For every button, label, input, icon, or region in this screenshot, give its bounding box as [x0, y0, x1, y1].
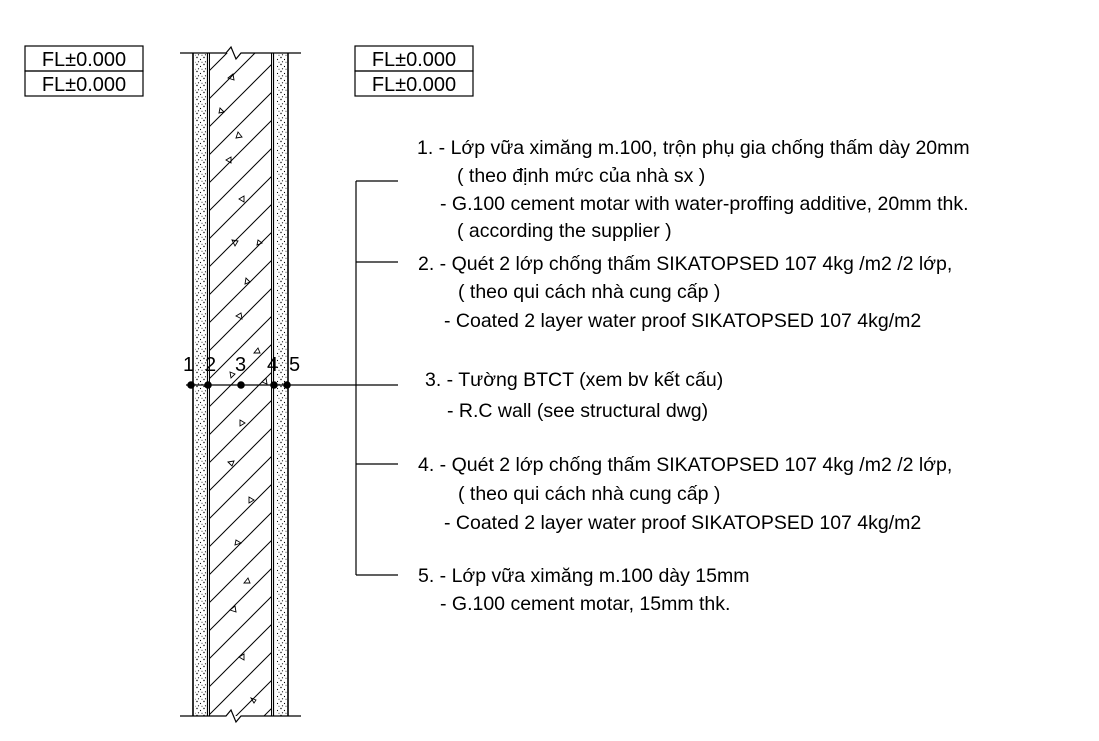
- note-1-line-2: ( theo định mức của nhà sx ): [457, 165, 706, 187]
- note-2-line-1: 2. - Quét 2 lớp chống thấm SIKATOPSED 107 4kg /m2 /2 lớp,: [418, 253, 953, 275]
- level-tag-left-bottom: FL±0.000: [41, 74, 127, 96]
- note-5-line-2: - G.100 cement motar, 15mm thk.: [440, 593, 731, 615]
- note-4-line-2: ( theo qui cách nhà cung cấp ): [458, 483, 721, 505]
- note-3-line-1: 3. - Tường BTCT (xem bv kết cấu): [425, 369, 724, 391]
- note-1: [417, 137, 970, 242]
- marker-2: [204, 381, 212, 389]
- level-tag-right: [355, 46, 473, 96]
- level-tag-right-top: FL±0.000: [371, 49, 457, 71]
- note-3-line-2: - R.C wall (see structural dwg): [447, 400, 709, 422]
- note-5: [418, 565, 749, 615]
- marker-3: [237, 381, 245, 389]
- layer-number-3: 3: [235, 354, 247, 376]
- note-4: [418, 454, 952, 534]
- note-2: [418, 253, 952, 332]
- leader-bracket: [356, 181, 398, 575]
- marker-1: [187, 381, 195, 389]
- layer-number-2: 2: [205, 354, 217, 376]
- layer-number-4: 4: [267, 354, 279, 376]
- note-3: [425, 369, 723, 422]
- level-tag-left: [25, 46, 143, 96]
- level-tag-left-top: FL±0.000: [41, 49, 127, 71]
- level-tag-right-bottom: FL±0.000: [371, 74, 457, 96]
- layer-number-5: 5: [289, 354, 301, 376]
- marker-4: [270, 381, 278, 389]
- note-1-line-1: 1. - Lớp vữa ximăng m.100, trộn phụ gia chống thấm dày 20mm: [417, 137, 970, 159]
- note-4-line-3: - Coated 2 layer water proof SIKATOPSED 107 4kg/m2: [444, 512, 922, 534]
- layer-number-1: 1: [183, 354, 195, 376]
- note-2-line-2: ( theo qui cách nhà cung cấp ): [458, 281, 721, 303]
- note-2-line-3: - Coated 2 layer water proof SIKATOPSED 107 4kg/m2: [444, 310, 922, 332]
- marker-5: [283, 381, 291, 389]
- note-1-line-4: ( according the supplier ): [457, 220, 672, 242]
- note-5-line-1: 5. - Lớp vữa ximăng m.100 dày 15mm: [418, 565, 750, 587]
- note-1-line-3: - G.100 cement motar with water-proffing additive, 20mm thk.: [440, 193, 969, 215]
- note-4-line-1: 4. - Quét 2 lớp chống thấm SIKATOPSED 107 4kg /m2 /2 lớp,: [418, 454, 953, 476]
